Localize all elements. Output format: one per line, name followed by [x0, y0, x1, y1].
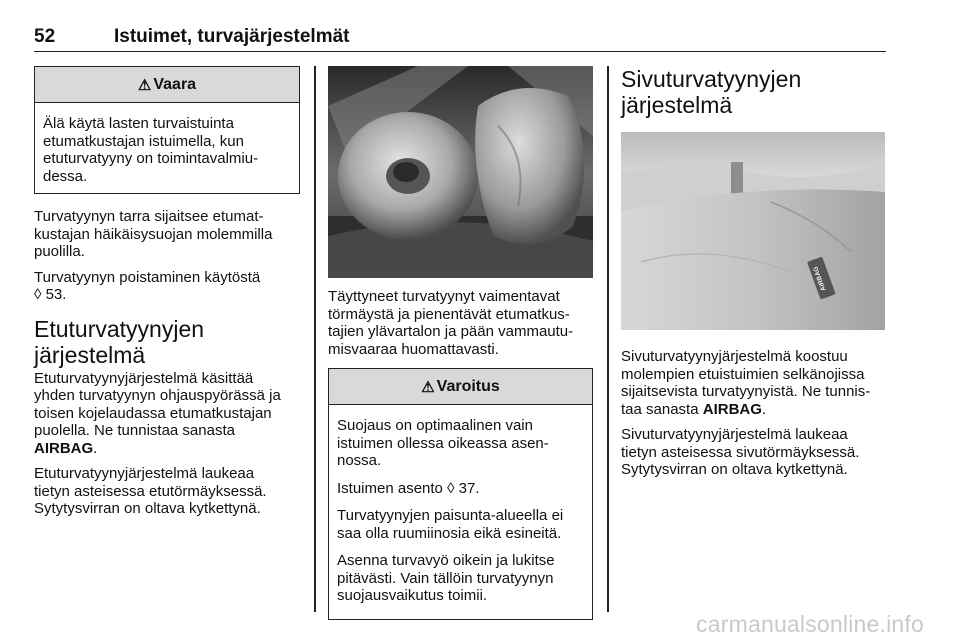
paragraph: Sivuturvatyynyjärjestelmä laukeaa tietyn asteisessa sivutörmäyksessä. Sytytysvirran on oltava kytkettynä.: [621, 426, 860, 478]
section-title: Istuimet, turvajärjestelmät: [114, 26, 350, 47]
page-header: [34, 26, 886, 52]
column-divider: [607, 66, 609, 612]
column-left: [34, 66, 300, 526]
warning-title: Varoitus: [436, 377, 500, 395]
page-reference-link[interactable]: 53.: [45, 286, 67, 303]
column-right: [621, 66, 887, 487]
section-heading: Etuturvatyynyjen järjestelmä: [34, 315, 205, 368]
warning-text: Istuimen asento ◊ 37.: [337, 479, 480, 497]
paragraph: Etuturvatyynyjärjestelmä käsittää yhden turvatyynyn ohjauspyörässä ja toisen kojelaudassa etumatkustajan puolella. Ne tunnistaa sanasta AIRBAG.: [34, 369, 281, 457]
paragraph: Etuturvatyynyjärjestelmä laukeaa tietyn asteisessa etutörmäyksessä. Sytytysvirran on oltava kytkettynä.: [34, 465, 267, 517]
danger-box-header: [35, 67, 299, 103]
airbag-word: AIRBAG: [702, 400, 762, 418]
side-airbag-seat-image: [621, 132, 885, 330]
paragraph: Turvatyynyn poistaminen käytöstä ◊ 53.: [34, 268, 261, 303]
paragraph: Sivuturvatyynyjärjestelmä koostuu molempien etuistuimien selkänojissa sijaitsevista turvatyynyistä. Ne tunnis- taa sanasta AIRBAG.: [621, 348, 871, 418]
section-heading: Sivuturvatyynyjen järjestelmä: [621, 66, 802, 118]
warning-box-header: [329, 369, 592, 405]
warning-triangle-icon: ⚠: [421, 378, 435, 396]
page-reference-link[interactable]: 37.: [458, 479, 480, 497]
danger-text: Älä käytä lasten turvaistuinta etumatkustajan istuimella, kun etuturvatyyny on toimintavalmiu- dessa.: [43, 115, 259, 185]
danger-box: [34, 66, 300, 194]
column-middle: [328, 66, 593, 634]
page-ref-icon: ◊: [447, 479, 455, 497]
page-number: 52: [34, 26, 56, 47]
warning-text: Turvatyynyjen paisunta-alueella ei saa olla ruumiinosia eikä esineitä.: [337, 507, 564, 542]
warning-box: [328, 368, 593, 620]
warning-text: Suojaus on optimaalinen vain istuimen ollessa oikeassa asen- nossa.: [337, 417, 549, 469]
front-airbags-deployed-image: [328, 66, 593, 278]
warning-text: Asenna turvavyö oikein ja lukitse pitävästi. Vain tällöin turvatyynyn suojausvaikutus toimii.: [337, 552, 555, 604]
danger-title: Vaara: [153, 75, 197, 93]
airbag-label: AIRBAG: [812, 265, 828, 292]
warning-triangle-icon: ⚠: [137, 76, 152, 94]
watermark-text: carmanualsonline.info: [696, 611, 924, 637]
page-ref-icon: ◊: [34, 286, 42, 303]
airbag-word: AIRBAG: [34, 439, 94, 457]
figure-caption: Täyttyneet turvatyynyt vaimentavat törmäystä ja pienentävät etumatkus- tajien ylävartalon ja pään vammautu- misvaaraa huomattavasti.: [328, 288, 574, 358]
paragraph: Turvatyynyn tarra sijaitsee etumat- kustajan häikäisysuojan molemmilla puolilla.: [34, 208, 273, 260]
column-divider: [314, 66, 316, 612]
